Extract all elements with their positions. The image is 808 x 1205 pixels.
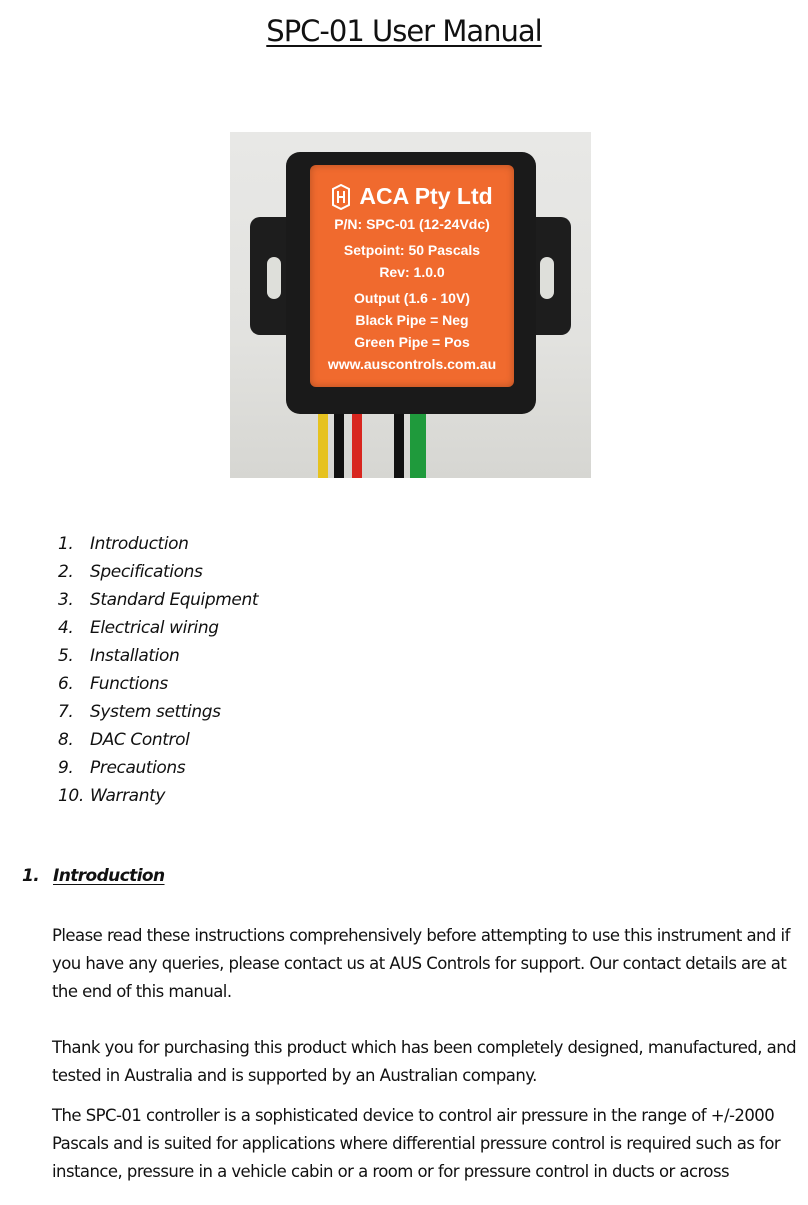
toc-title: Functions [90,674,168,694]
mounting-slot [540,257,554,299]
aca-logo-icon [331,184,351,210]
toc-number: 8. [58,730,74,750]
toc-number: 7. [58,702,74,722]
output-range: Output (1.6 - 10V) [354,290,470,306]
section-number: 1. [22,866,40,886]
toc-number: 2. [58,562,74,582]
paragraph-line: Please read these instructions comprehensively before attempting to use this instrument and if [52,926,790,945]
intro-paragraph-2 [52,1034,797,1090]
toc-title: Introduction [90,534,189,554]
toc-item [58,698,258,726]
wire-yellow [318,406,328,478]
toc-title: Electrical wiring [90,618,219,638]
toc-item [58,642,258,670]
toc-number: 9. [58,758,74,778]
wire-black [394,406,404,478]
toc-item [58,586,258,614]
toc-item [58,782,258,810]
paragraph-line: tested in Australia and is supported by an Australian company. [52,1066,537,1085]
paragraph-line: you have any queries, please contact us at AUS Controls for support. Our contact details are at [52,954,787,973]
toc-title: DAC Control [90,730,190,750]
section-heading-introduction [22,866,165,886]
paragraph-line: Pascals and is suited for applications where differential pressure control is required such as for [52,1134,781,1153]
toc-title: Precautions [90,758,186,778]
toc-number: 10. [58,786,84,806]
intro-paragraph-1 [52,922,792,1006]
brand-name: ACA Pty Ltd [359,183,493,209]
wire-green [410,406,426,478]
toc-item [58,614,258,642]
page-title: SPC-01 User Manual [266,14,542,48]
toc-title: Specifications [90,562,203,582]
part-number: P/N: SPC-01 (12-24Vdc) [334,216,490,232]
toc-item [58,530,258,558]
wire-black [334,406,344,478]
device-label-plate [310,165,514,387]
paragraph-line: Thank you for purchasing this product which has been completely designed, manufactured, and [52,1038,797,1057]
paragraph-line: the end of this manual. [52,982,232,1001]
toc-title: Warranty [90,786,165,806]
section-title: Introduction [53,866,165,886]
revision: Rev: 1.0.0 [379,264,445,280]
toc-number: 5. [58,646,74,666]
black-pipe-note: Black Pipe = Neg [355,312,469,328]
toc-item [58,558,258,586]
website: www.auscontrols.com.au [327,356,497,372]
paragraph-line: The SPC-01 controller is a sophisticated device to control air pressure in the range of +/-2000 [52,1106,775,1125]
wire-red [352,406,362,478]
toc-item [58,726,258,754]
toc-title: Installation [90,646,180,666]
toc-number: 4. [58,618,74,638]
brand-row [310,183,514,210]
setpoint: Setpoint: 50 Pascals [343,242,481,258]
green-pipe-note: Green Pipe = Pos [354,334,470,350]
mounting-slot [267,257,281,299]
toc-number: 1. [58,534,74,554]
intro-paragraph-3 [52,1102,792,1186]
toc-number: 3. [58,590,74,610]
toc-item [58,670,258,698]
toc-item [58,754,258,782]
product-photo [230,132,591,478]
toc-number: 6. [58,674,74,694]
toc-title: System settings [90,702,221,722]
toc-title: Standard Equipment [90,590,259,610]
paragraph-line: instance, pressure in a vehicle cabin or a room or for pressure control in ducts or across [52,1162,730,1181]
table-of-contents [58,530,258,810]
